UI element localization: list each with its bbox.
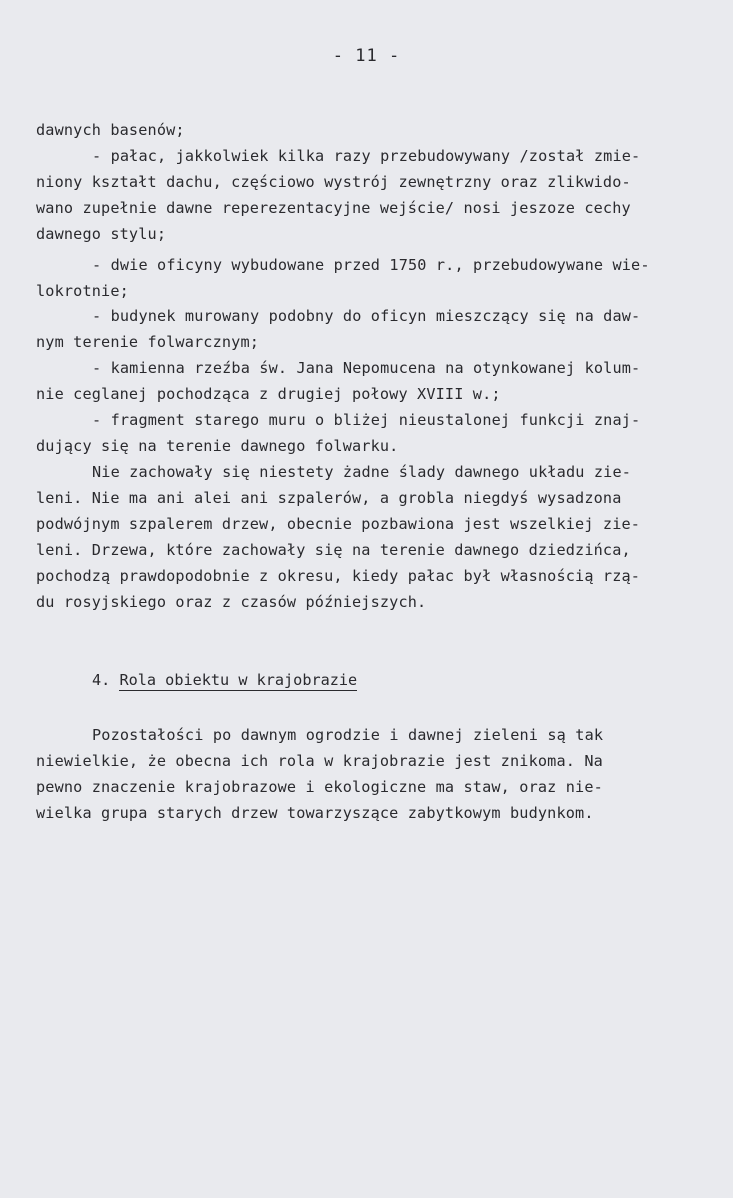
text-line: - dwie oficyny wybudowane przed 1750 r., przebudowywane wie-: [92, 256, 650, 274]
text-line: leni. Drzewa, które zachowały się na terenie dawnego dziedzińca,: [36, 541, 631, 559]
text-line: dujący się na terenie dawnego folwarku.: [36, 437, 399, 455]
text-line: nym terenie folwarcznym;: [36, 333, 260, 351]
text-line: - fragment starego muru o bliżej nieustalonej funkcji znaj-: [92, 411, 641, 429]
text-line: leni. Nie ma ani alei ani szpalerów, a grobla niegdyś wysadzona: [36, 489, 622, 507]
section-heading: [92, 671, 357, 689]
text-line: wielka grupa starych drzew towarzyszące zabytkowym budynkom.: [36, 804, 594, 822]
section-number: 4.: [92, 671, 111, 689]
text-line: dawnych basenów;: [36, 121, 185, 139]
text-line: niony kształt dachu, częściowo wystrój zewnętrzny oraz zlikwido-: [36, 173, 631, 191]
text-line: Pozostałości po dawnym ogrodzie i dawnej zieleni są tak: [92, 726, 604, 744]
text-line: wano zupełnie dawne reperezentacyjne wejście/ nosi jeszoze cechy: [36, 199, 631, 217]
text-line: pochodzą prawdopodobnie z okresu, kiedy pałac był własnością rzą-: [36, 567, 641, 585]
text-line: podwójnym szpalerem drzew, obecnie pozbawiona jest wszelkiej zie-: [36, 515, 641, 533]
page-number: - 11 -: [332, 46, 401, 66]
text-line: - pałac, jakkolwiek kilka razy przebudowywany /został zmie-: [92, 147, 641, 165]
text-line: lokrotnie;: [36, 282, 129, 300]
text-line: pewno znaczenie krajobrazowe i ekologiczne ma staw, oraz nie-: [36, 778, 603, 796]
section-title: Rola obiektu w krajobrazie: [119, 671, 358, 689]
text-line: du rosyjskiego oraz z czasów późniejszych.: [36, 593, 427, 611]
text-line: Nie zachowały się niestety żadne ślady dawnego układu zie-: [92, 463, 632, 481]
text-line: - kamienna rzeźba św. Jana Nepomucena na otynkowanej kolum-: [92, 359, 641, 377]
text-line: - budynek murowany podobny do oficyn mieszczący się na daw-: [92, 307, 641, 325]
text-line: nie ceglanej pochodząca z drugiej połowy XVIII w.;: [36, 385, 501, 403]
text-line: dawnego stylu;: [36, 225, 167, 243]
text-line: niewielkie, że obecna ich rola w krajobrazie jest znikoma. Na: [36, 752, 603, 770]
